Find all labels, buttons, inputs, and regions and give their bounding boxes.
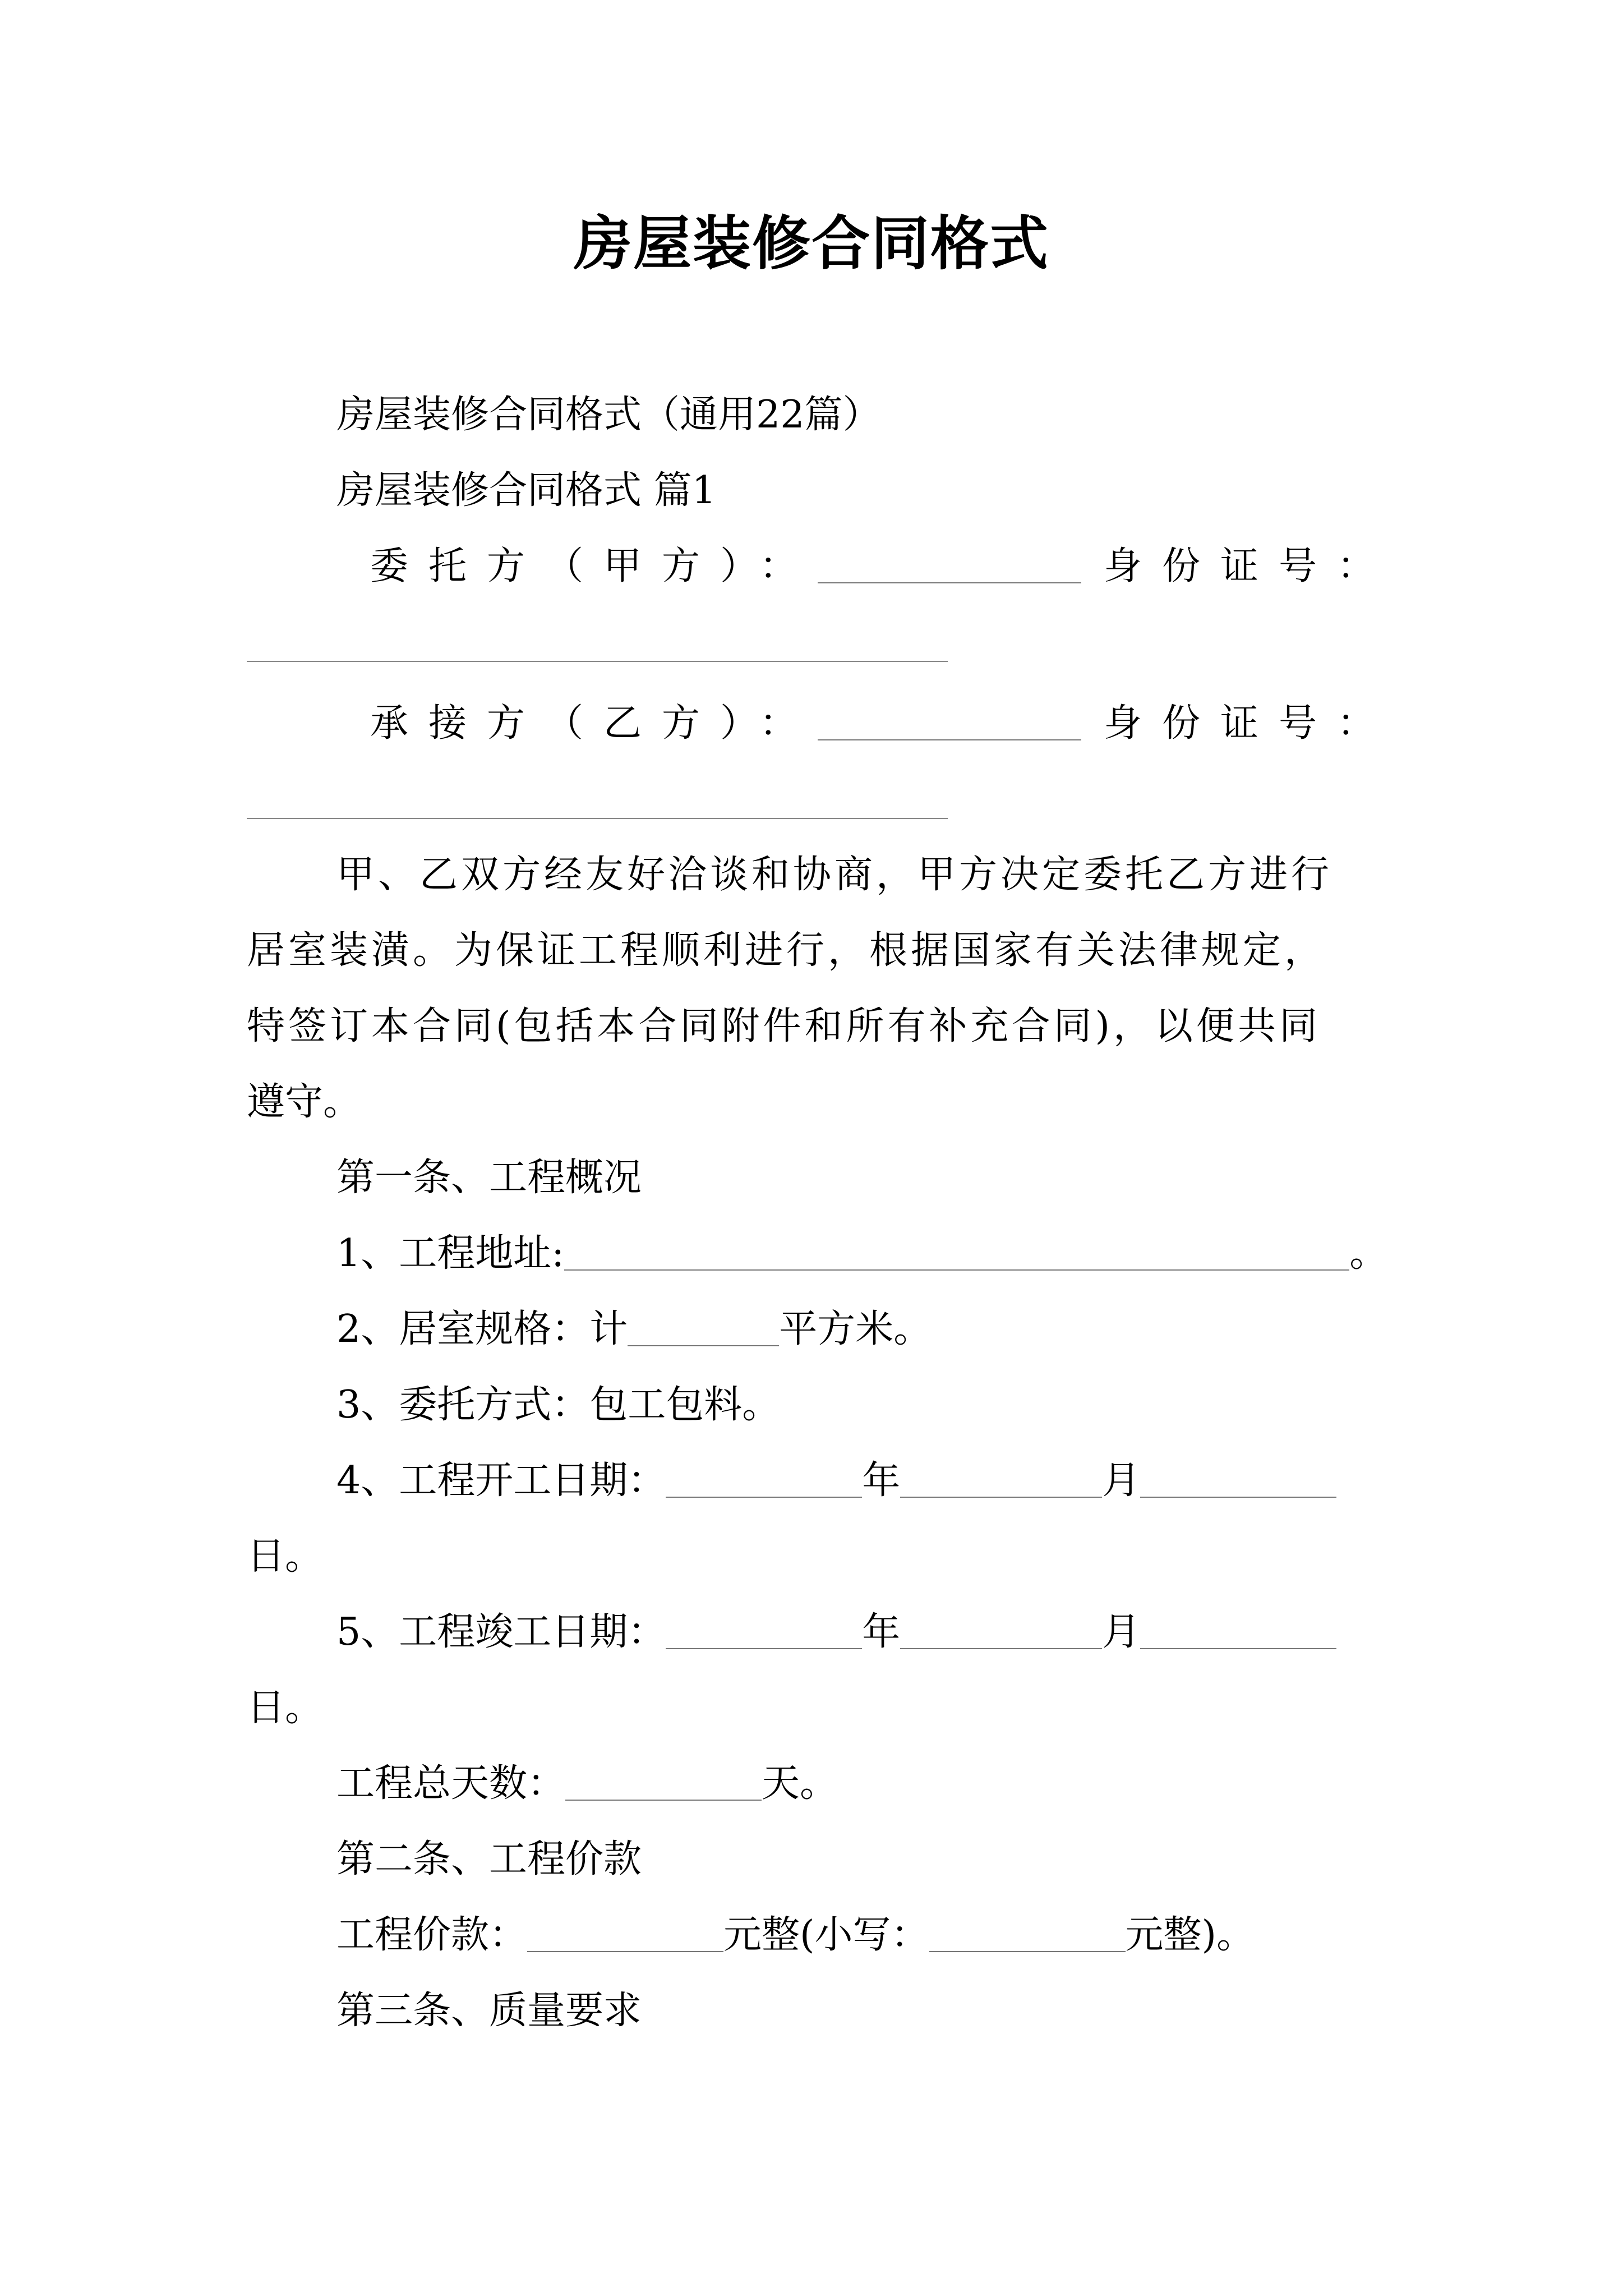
party-b-label: 承接方（乙方）： (370, 701, 818, 746)
price-label: 工程价款： (336, 1913, 528, 1957)
address-field[interactable] (564, 1236, 1349, 1271)
finish-date-label: 5、工程竣工日期： (336, 1610, 666, 1654)
total-days-field[interactable] (565, 1766, 762, 1801)
section-heading: 房屋装修合同格式 篇1 (336, 468, 716, 513)
start-year-field[interactable] (666, 1463, 862, 1498)
subtitle: 房屋装修合同格式（通用22篇） (336, 393, 881, 437)
size-label: 2、居室规格：计 (336, 1307, 628, 1351)
party-b-name-field[interactable] (818, 706, 1081, 740)
party-a-name-field[interactable] (818, 549, 1081, 583)
party-a-id-field[interactable] (247, 661, 948, 662)
finish-month-text: 月 (1102, 1610, 1141, 1654)
party-b-id-field[interactable] (247, 818, 948, 819)
finish-date-row (0, 1604, 1623, 1660)
article-2-heading: 第二条、工程价款 (336, 1837, 642, 1881)
start-year-text: 年 (862, 1458, 901, 1503)
start-day-end: 日。 (247, 1534, 324, 1579)
finish-month-field[interactable] (900, 1614, 1102, 1649)
address-row (0, 1226, 1623, 1282)
start-date-row (0, 1453, 1623, 1509)
article-3-heading: 第三条、质量要求 (336, 1989, 642, 2033)
party-a-row (0, 539, 1623, 595)
start-day-field[interactable] (1140, 1463, 1336, 1498)
finish-year-field[interactable] (666, 1614, 862, 1649)
start-month-text: 月 (1102, 1458, 1141, 1503)
size-field[interactable] (628, 1312, 779, 1346)
price-mid-text: 元整(小写： (723, 1913, 929, 1957)
price-end-text: 元整)。 (1125, 1913, 1255, 1957)
start-date-label: 4、工程开工日期： (336, 1458, 666, 1503)
total-days-label: 工程总天数： (336, 1761, 566, 1806)
price-row (0, 1907, 1623, 1963)
finish-day-field[interactable] (1140, 1614, 1336, 1649)
price-upper-field[interactable] (527, 1917, 723, 1952)
total-days-row (0, 1756, 1623, 1812)
party-a-label: 委托方（甲方）： (370, 544, 818, 588)
total-days-unit: 天。 (762, 1761, 838, 1806)
intro-line-2: 居室装潢。为保证工程顺利进行，根据国家有关法律规定， (247, 928, 1326, 973)
intro-line-1: 甲、乙双方经友好洽谈和协商，甲方决定委托乙方进行 (336, 853, 1333, 897)
intro-line-4: 遵守。 (247, 1080, 362, 1124)
intro-line-3: 特签订本合同(包括本合同附件和所有补充合同)，以便共同 (247, 1004, 1321, 1048)
document-title: 房屋装修合同格式 (573, 209, 1049, 278)
size-unit: 平方米。 (779, 1307, 932, 1351)
method-row: 3、委托方式：包工包料。 (336, 1383, 781, 1427)
finish-year-text: 年 (862, 1610, 901, 1654)
address-label: 1、工程地址: (336, 1231, 565, 1276)
finish-day-end: 日。 (247, 1686, 324, 1730)
price-lower-field[interactable] (929, 1917, 1126, 1952)
start-month-field[interactable] (900, 1463, 1102, 1498)
article-1-heading: 第一条、工程概况 (336, 1156, 642, 1200)
party-b-id-label: 身份证号： (1104, 701, 1396, 746)
address-end: 。 (1349, 1231, 1388, 1276)
party-a-id-label: 身份证号： (1104, 544, 1396, 588)
party-b-row (0, 696, 1623, 752)
size-row (0, 1301, 1623, 1358)
